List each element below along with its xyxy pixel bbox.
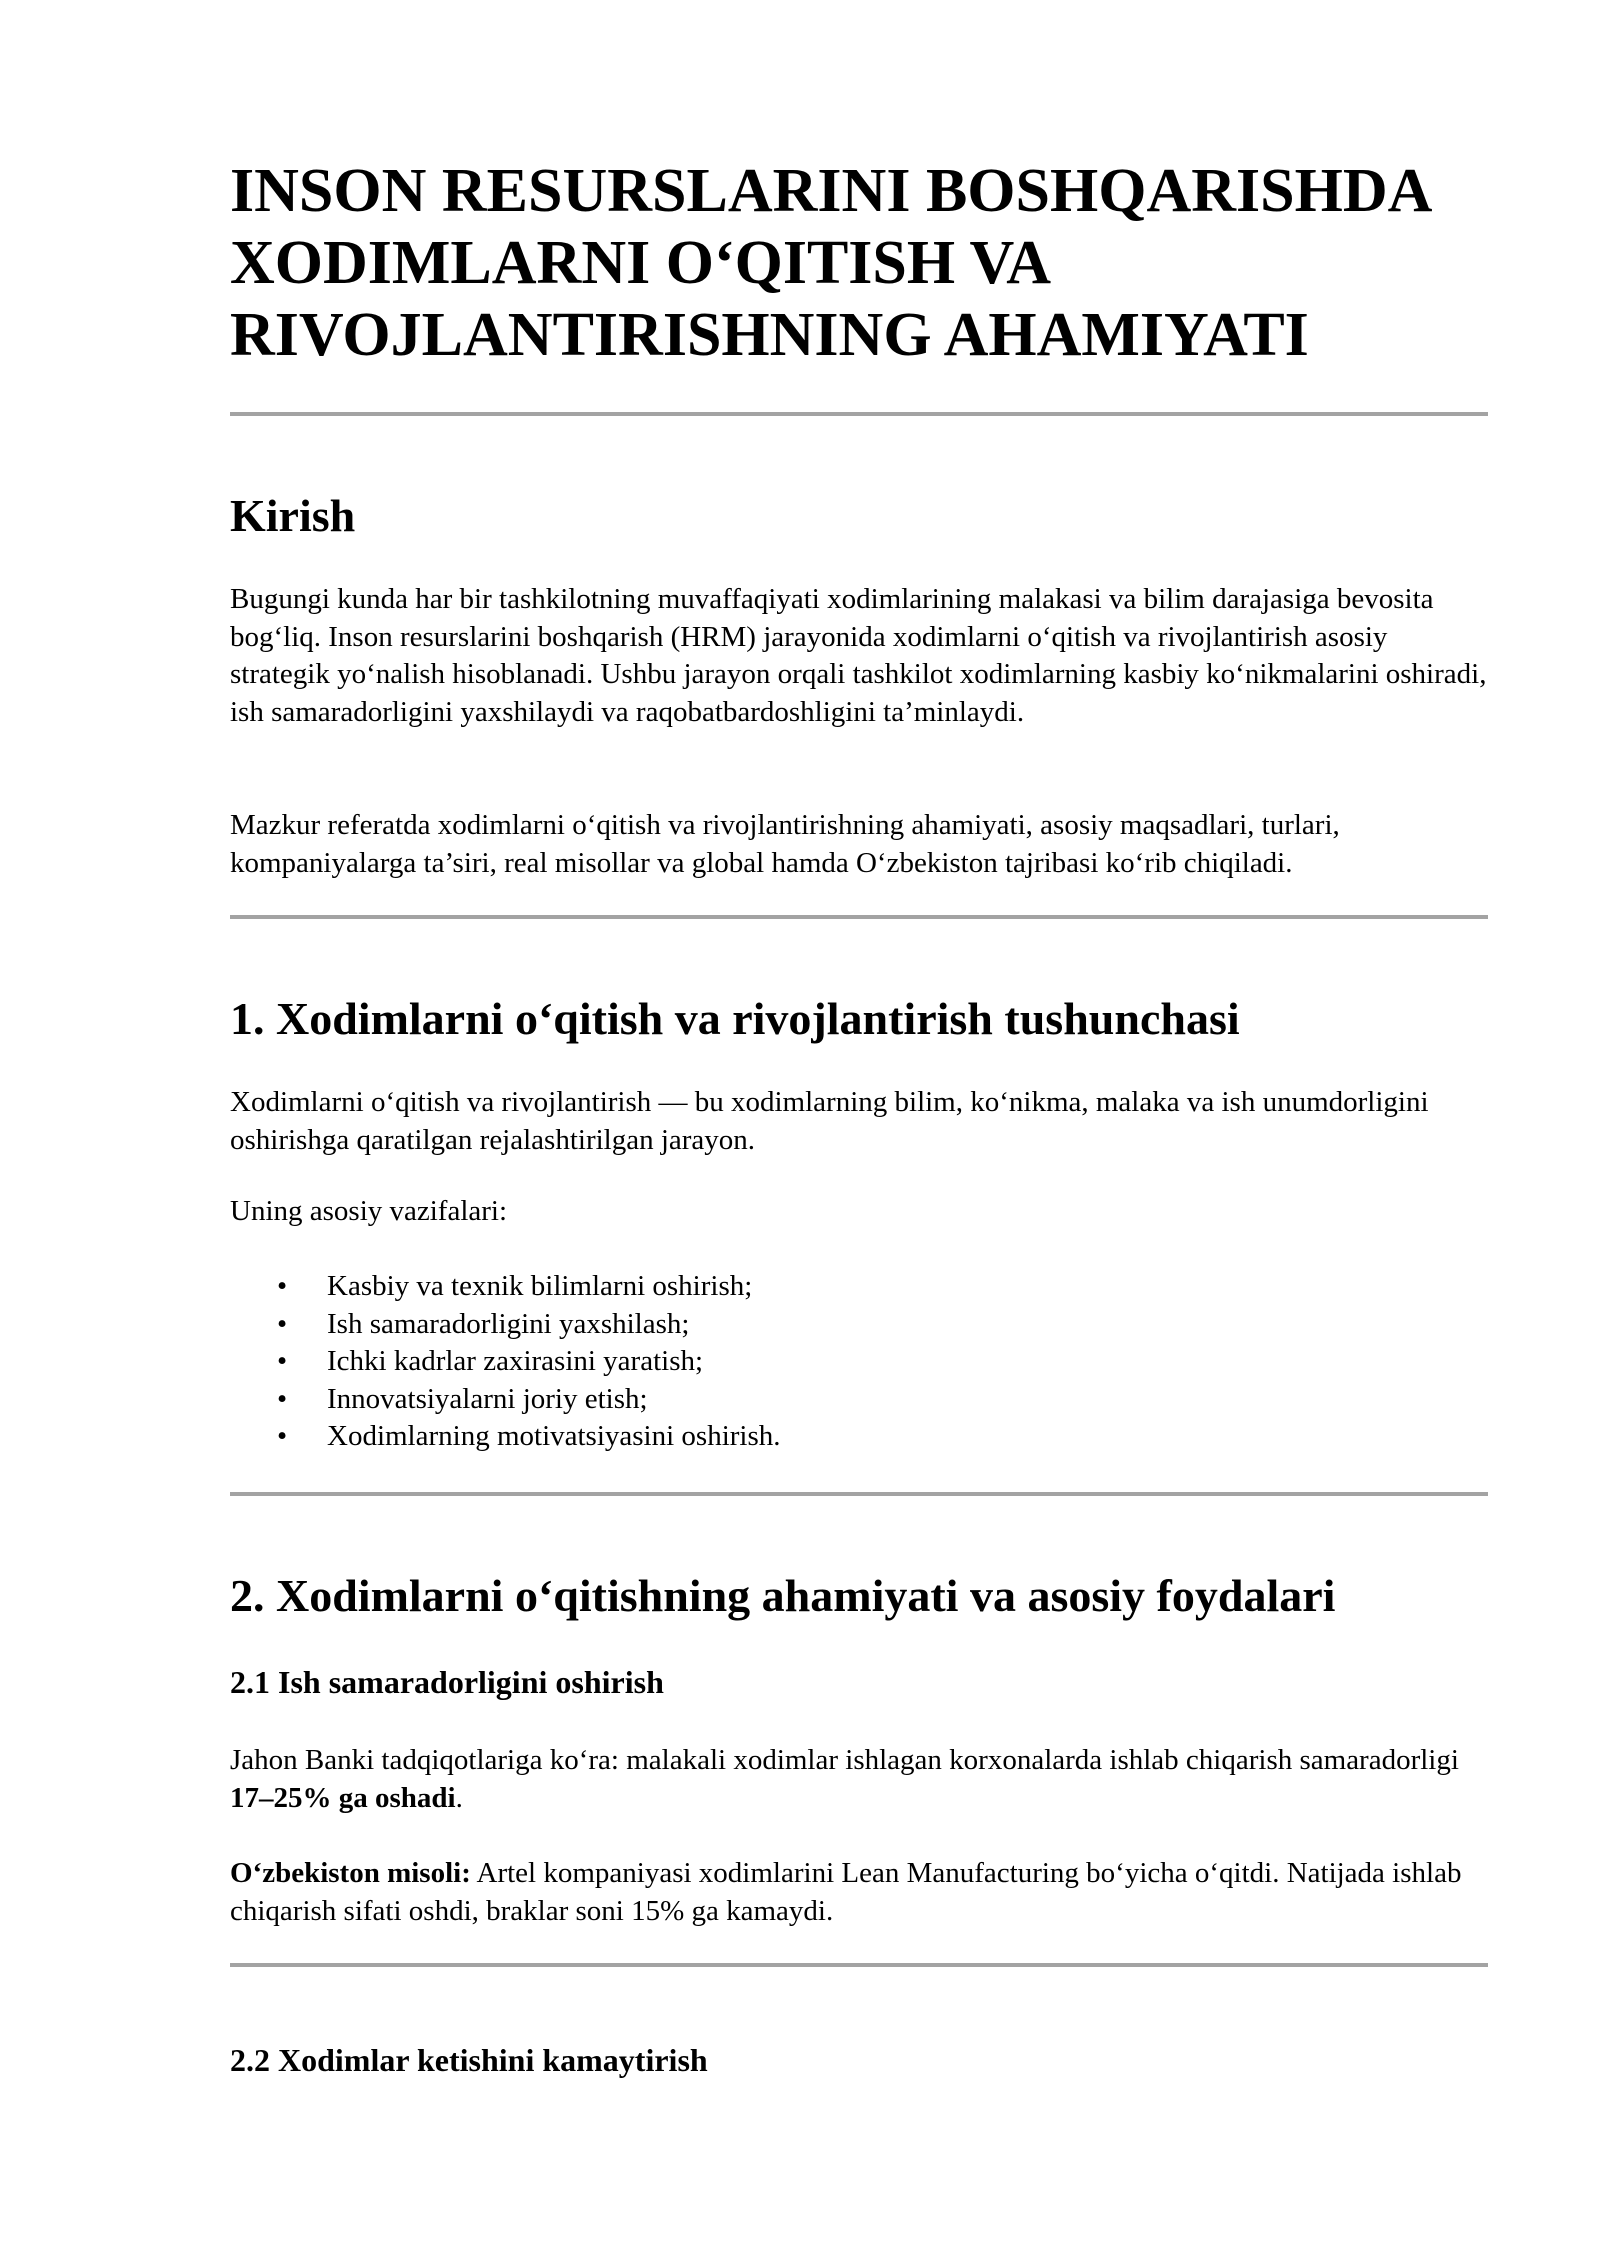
bullet-icon: • bbox=[277, 1420, 288, 1452]
highlight-figure: 17–25% ga oshadi bbox=[230, 1781, 456, 1814]
bullet-icon: • bbox=[277, 1382, 288, 1415]
title-line-3: RIVOJLANTIRISHNING AHAMIYATI bbox=[230, 301, 1309, 369]
section-1-paragraph-1: Xodimlarni o‘qitish va rivojlantirish — bu xodimlarning bilim, ko‘nikma, malaka va ish unumdorligini oshirishga qaratilgan rejalashtirilgan jarayon. bbox=[230, 1086, 1429, 1156]
intro-heading: Kirish bbox=[230, 490, 356, 541]
document-title bbox=[230, 155, 1488, 371]
tasks-list bbox=[230, 1268, 1430, 1456]
horizontal-rule bbox=[230, 1492, 1488, 1496]
list-item: • Xodimlarning motivatsiyasini oshirish. bbox=[230, 1418, 1430, 1456]
subsection-2-1-paragraph-2: O‘zbekiston misoli: Artel kompaniyasi xodimlarini Lean Manufacturing bo‘yicha o‘qitdi. Natijada ishlab chiqarish sifati oshdi, braklar soni 15% ga kamaydi. bbox=[230, 1857, 1462, 1927]
list-item: • Ichki kadrlar zaxirasini yaratish; bbox=[230, 1343, 1430, 1381]
list-item: • Kasbiy va texnik bilimlarni oshirish; bbox=[230, 1268, 1430, 1306]
section-1-heading: 1. Xodimlarni o‘qitish va rivojlantirish tushunchasi bbox=[230, 993, 1240, 1044]
bullet-icon: • bbox=[277, 1307, 288, 1340]
subsection-2-2-heading: 2.2 Xodimlar ketishini kamaytirish bbox=[230, 2042, 708, 2078]
section-2-heading: 2. Xodimlarni o‘qitishning ahamiyati va asosiy foydalari bbox=[230, 1570, 1336, 1621]
title-line-2: XODIMLARNI O‘QITISH VA bbox=[230, 229, 1052, 297]
list-item: • Innovatsiyalarni joriy etish; bbox=[230, 1381, 1430, 1419]
subsection-2-1-heading: 2.1 Ish samaradorligini oshirish bbox=[230, 1664, 664, 1700]
bullet-icon: • bbox=[277, 1270, 288, 1302]
section-1-paragraph-2: Uning asosiy vazifalari: bbox=[230, 1195, 508, 1227]
title-line-1: INSON RESURSLARINI BOSHQARISHDA bbox=[230, 157, 1433, 225]
horizontal-rule bbox=[230, 412, 1488, 416]
horizontal-rule bbox=[230, 1963, 1488, 1967]
example-label: O‘zbekiston misoli: bbox=[230, 1857, 471, 1889]
list-item: • Ish samaradorligini yaxshilash; bbox=[230, 1306, 1430, 1344]
horizontal-rule bbox=[230, 915, 1488, 919]
subsection-2-1-paragraph-1: Jahon Banki tadqiqotlariga ko‘ra: malakali xodimlar ishlagan korxonalarda ishlab chiqarish samaradorligi 17–25% ga oshadi. bbox=[230, 1744, 1459, 1814]
intro-paragraph-1: Bugungi kunda har bir tashkilotning muvaffaqiyati xodimlarining malakasi va bilim darajasiga bevosita bog‘liq. Inson resurslarini boshqarish (HRM) jarayonida xodimlarni o‘qitish va rivojlantirish asosiy strategik yo‘nalish hisoblanadi. Ushbu jarayon orqali tashkilot xodimlarning kasbiy ko‘nikmalarini oshiradi, ish samaradorligini yaxshilaydi va raqobatbardoshligini ta’minlaydi. bbox=[230, 583, 1487, 728]
bullet-icon: • bbox=[277, 1345, 288, 1377]
intro-paragraph-2: Mazkur referatda xodimlarni o‘qitish va rivojlantirishning ahamiyati, asosiy maqsadlari, turlari, kompaniyalarga ta’siri, real misollar va global hamda O‘zbekiston tajribasi ko‘rib chiqiladi. bbox=[230, 809, 1340, 879]
